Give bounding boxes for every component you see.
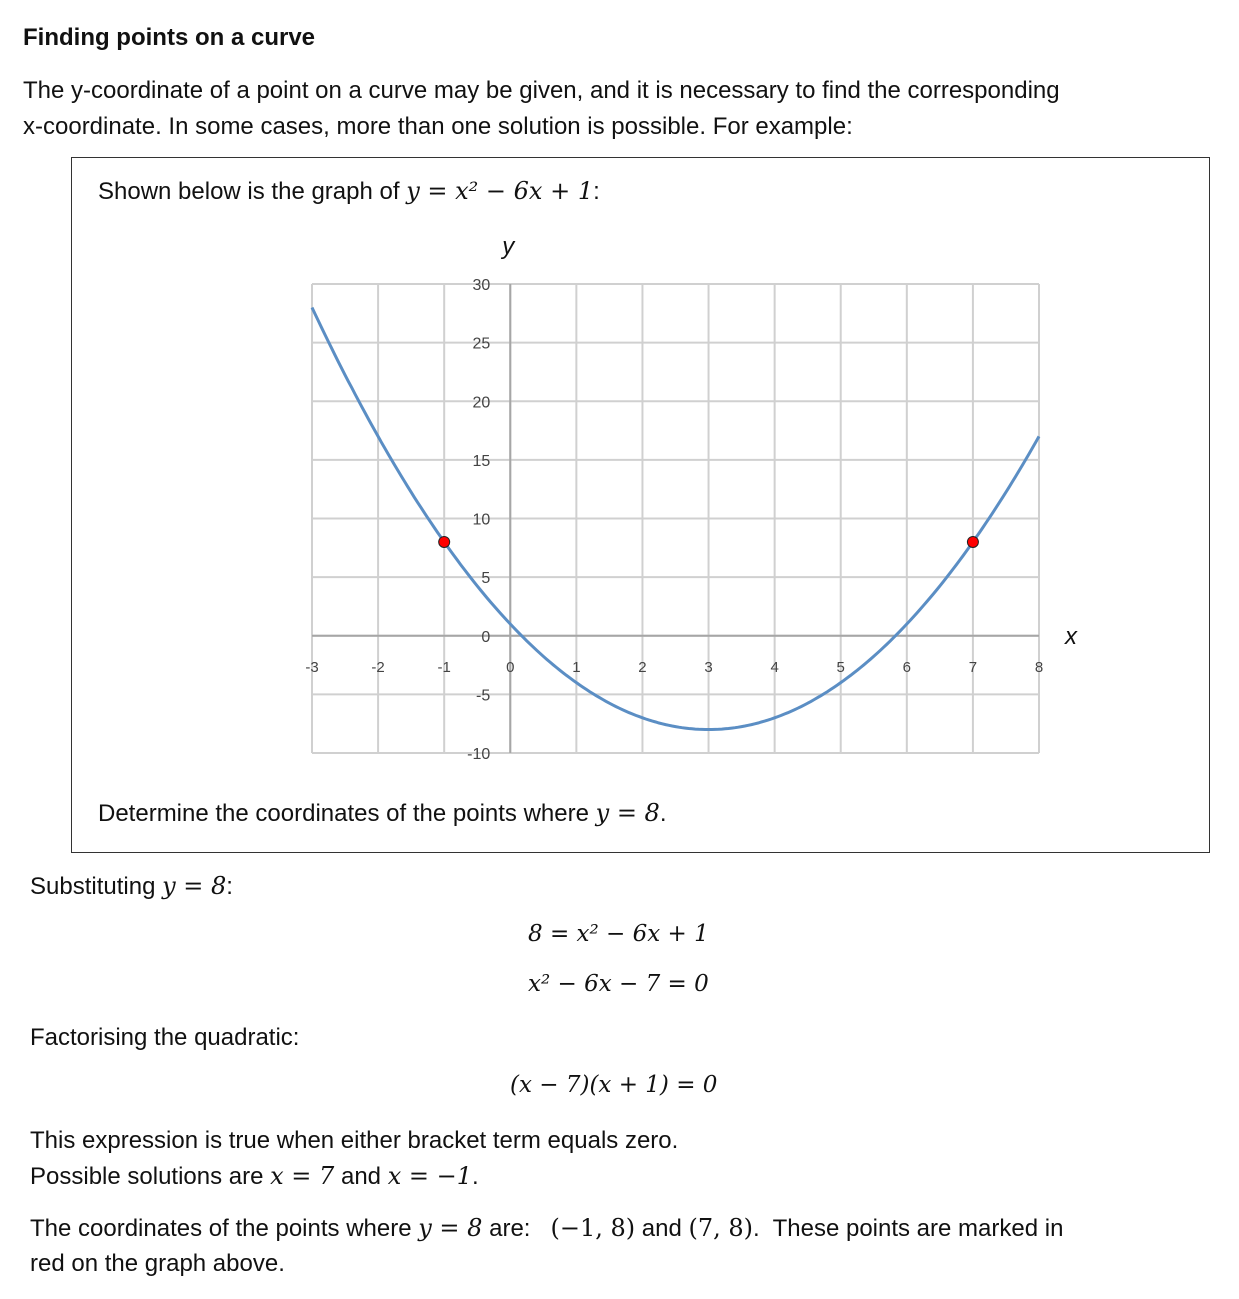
substituting-equation: y = 8 [162, 872, 227, 900]
example-lead-text: Shown below is the graph of [98, 178, 407, 205]
x-tick-label: -3 [305, 658, 319, 676]
y-tick-label: 5 [481, 570, 491, 588]
example-lead-suffix: : [593, 178, 600, 205]
highlighted-point [967, 536, 978, 547]
coords-mid: are: [482, 1215, 551, 1242]
x-tick-label: 3 [704, 658, 713, 676]
substituting-suffix: : [226, 873, 233, 900]
possible-suffix: . [471, 1163, 479, 1190]
possible-prefix: Possible solutions are [30, 1163, 271, 1190]
x-tick-label: 7 [968, 658, 978, 676]
substituting-text: Substituting [30, 873, 163, 900]
question-line [98, 795, 667, 832]
possible-and: and [334, 1163, 388, 1190]
coordinates-line [30, 1210, 1063, 1247]
x-tick-label: -2 [371, 658, 385, 676]
x-tick-label: 8 [1034, 658, 1044, 676]
y-axis-label: y [502, 233, 515, 260]
intro-line-1: The y-coordinate of a point on a curve may be given, and it is necessary to find the corresponding [23, 77, 1060, 104]
y-tick-label: 25 [472, 335, 491, 353]
factorising-text: Factorising the quadratic: [30, 1024, 300, 1051]
possible-x2: x = −1 [387, 1162, 472, 1190]
example-lead-equation: y = x² − 6x + 1 [406, 177, 594, 205]
chart-grid [312, 284, 1039, 753]
x-tick-label: 1 [572, 658, 581, 676]
page-heading: Finding points on a curve [23, 24, 316, 51]
y-tick-label: -10 [467, 746, 491, 763]
x-tick-label: 5 [836, 658, 845, 676]
y-tick-label: 20 [472, 394, 491, 412]
highlighted-point [439, 536, 450, 547]
possible-solutions-line [30, 1158, 479, 1195]
coords-prefix: The coordinates of the points where [30, 1215, 419, 1242]
intro-line-2: x-coordinate. In some cases, more than one solution is possible. For example: [23, 113, 853, 140]
y-tick-label: 0 [481, 628, 491, 646]
x-tick-label: 2 [638, 658, 647, 676]
coords-suffix: . These points are marked in [753, 1215, 1064, 1242]
y-tick-label: -5 [476, 687, 491, 705]
coords-point-2: (7, 8) [688, 1214, 754, 1242]
y-tick-label: 10 [472, 511, 491, 529]
question-equation: y = 8 [595, 799, 660, 827]
question-text: Determine the coordinates of the points where [98, 800, 596, 827]
question-suffix: . [659, 800, 667, 827]
x-tick-label: -1 [437, 658, 451, 676]
coordinates-line-2: red on the graph above. [30, 1250, 285, 1277]
coords-equation: y = 8 [418, 1214, 483, 1242]
x-tick-label: 0 [506, 658, 515, 676]
y-tick-label: 15 [472, 452, 491, 470]
equation-1: 8 = x² − 6x + 1 [528, 921, 709, 947]
equation-3: (x − 7)(x + 1) = 0 [510, 1072, 718, 1098]
y-tick-label: 30 [472, 277, 491, 294]
x-tick-label: 6 [902, 658, 911, 676]
x-axis-label: x [1065, 622, 1077, 650]
coords-and: and [635, 1215, 689, 1242]
equation-2: x² − 6x − 7 = 0 [528, 971, 709, 997]
coords-point-1: (−1, 8) [550, 1214, 636, 1242]
x-tick-label: 4 [770, 658, 779, 676]
chart-tick-labels [305, 277, 1043, 763]
possible-x1: x = 7 [270, 1162, 335, 1190]
substituting-line [30, 868, 233, 905]
bracket-text: This expression is true when either bracket term equals zero. [30, 1127, 679, 1154]
